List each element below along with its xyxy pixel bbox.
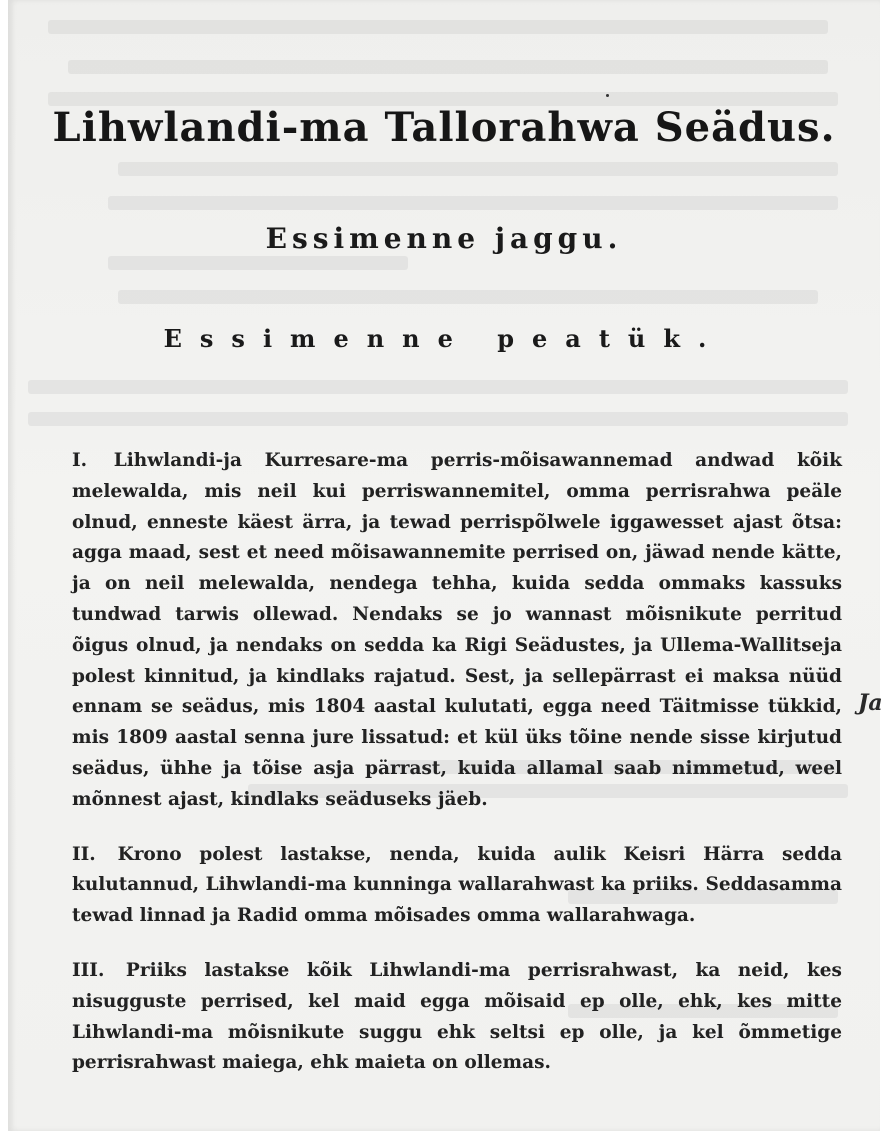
paragraph-2 (72, 840, 842, 932)
paragraph-text: Priiks lastakse kõik Lihwlandi-ma perrisrahwast, ka neid, kes nisugguste perrised, kel maid egga mõisaid ep olle, ehk, kes mitte Lihwlandi-ma mõisnikute suggu ehk seltsi ep olle, ja kel õmmetige perrisrahwast maiega, ehk maieta on ollemas. (72, 959, 842, 1074)
part-heading: Essimenne jaggu. (265, 222, 623, 255)
paragraph-1 (72, 446, 842, 816)
document-title: Lihwlandi-ma Tallorahwa Seädus. (52, 104, 836, 151)
paragraph-number: II. (72, 843, 96, 865)
paragraph-text: Krono polest lastakse, nenda, kuida aulik Keisri Härra sedda kulutannud, Lihwlandi-ma kunninga wallarahwast ka priiks. Seddasamma tewad linnad ja Radid omma mõisades omma wallarahwaga. (72, 843, 842, 927)
scanned-page (8, 0, 883, 1131)
paragraph-text: Lihwlandi-ja Kurresare-ma perris-mõisawannemad andwad kõik melewalda, mis neil kui perriswannemitel, omma perrisrahwa peäle olnud, enneste käest ärra, ja tewad perrispõlwele iggawesset ajast õtsa: agga maad, sest et need mõisawannemite perrised on, jäwad nende kätte, ja on neil melewalda, nendega tehha, kuida sedda ommaks kassuks tundwad tarwis ollewad. Nendaks se jo wannast mõisnikute perritud õigus olnud, ja nendaks on sedda ka Rigi Seädustes, ja Ullema-Wallitseja polest kinnitud, ja kindlaks rajatud. Sest, ja sellepärrast ei maksa nüüd ennam se seädus, mis 1804 aastal kulutati, egga need Täitmisse tükkid, mis 1809 aastal senna jure lissatud: et kül üks tõine nende sisse kirjutud seädus, ühhe ja tõise asja pärrast, kuida allamal saab nimmetud, weel mõnnest ajast, kindlaks seäduseks jäeb. (72, 450, 842, 810)
margin-annotation: Ja (858, 690, 883, 716)
body-text (72, 446, 842, 1079)
chapter-heading: Essimenne peatük. (163, 324, 725, 353)
paragraph-3 (72, 956, 842, 1079)
paragraph-number: III. (72, 959, 105, 981)
paragraph-number: I. (72, 450, 88, 471)
ink-speck (606, 94, 609, 97)
